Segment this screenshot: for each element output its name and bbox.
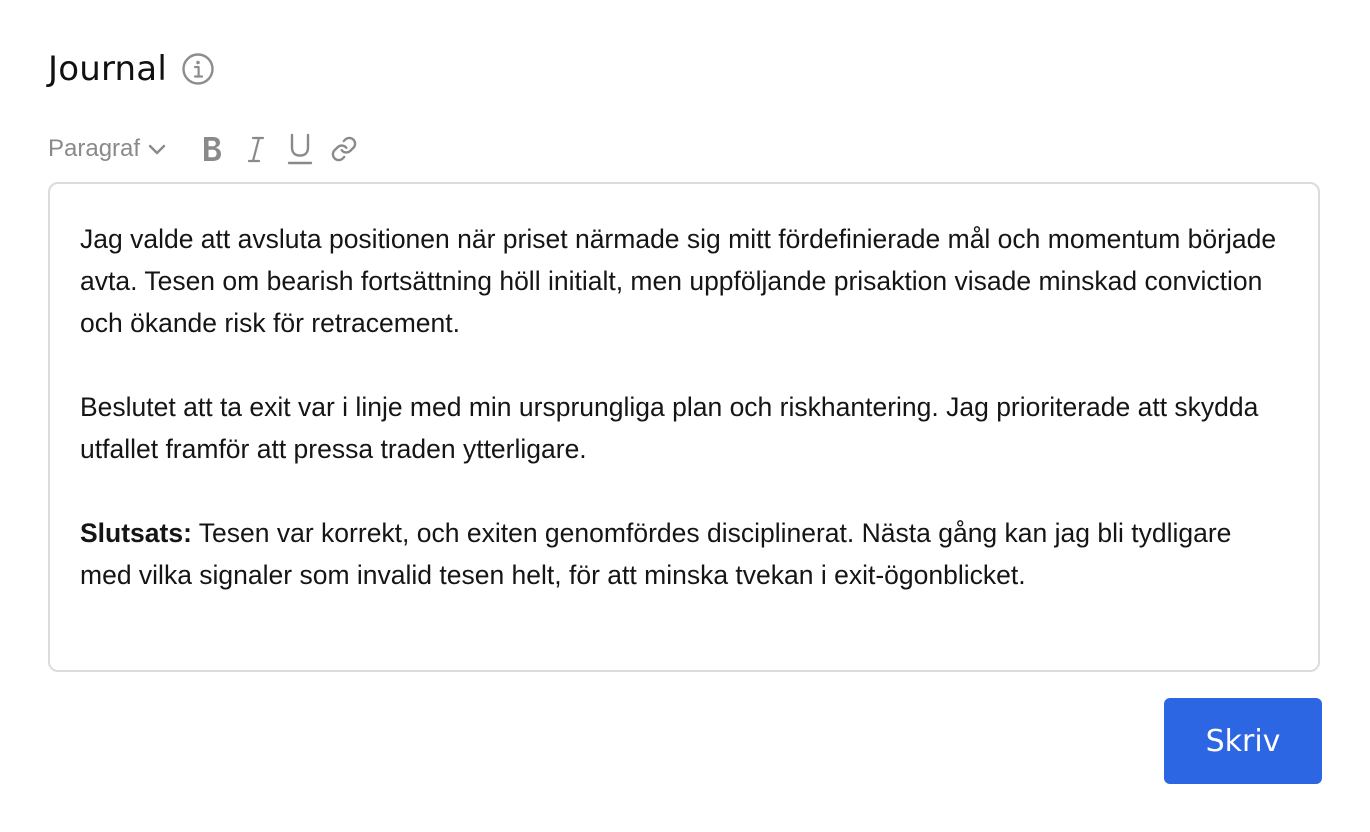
journal-header [48, 46, 215, 92]
paragraph-text: Jag valde att avsluta positionen när priset närmade sig mitt fördefinierade mål och momentum började avta. Tesen om bearish fortsättning höll initialt, men uppföljande prisaktion visade minskad conviction och ökande risk för retracement. [80, 224, 1277, 338]
paragraph-text: Beslutet att ta exit var i linje med min ursprungliga plan och riskhantering. Jag prioriterade att skydda utfallet framför att pressa traden ytterligare. [80, 392, 1259, 464]
link-button[interactable] [322, 128, 366, 170]
italic-icon [245, 134, 267, 164]
conclusion-label: Slutsats: [80, 518, 192, 548]
bold-button[interactable] [190, 128, 234, 170]
paragraph-format-label: Paragraf [48, 135, 141, 162]
underline-button[interactable] [278, 128, 322, 170]
link-icon [330, 135, 358, 163]
page-title: Journal [48, 49, 167, 89]
editor-paragraph [80, 386, 1288, 470]
italic-button[interactable] [234, 128, 278, 170]
paragraph-format-select[interactable] [48, 135, 168, 163]
editor-toolbar [48, 128, 366, 170]
editor-paragraph [80, 512, 1288, 596]
info-icon[interactable] [181, 52, 215, 86]
editor-paragraph [80, 218, 1288, 344]
submit-button[interactable]: Skriv [1164, 698, 1322, 784]
paragraph-text: Tesen var korrekt, och exiten genomfördes disciplinerat. Nästa gång kan jag bli tydligare med vilka signaler som invalid tesen helt, för att minska tvekan i exit-ögonblicket. [80, 518, 1232, 590]
journal-editor[interactable] [48, 182, 1320, 672]
underline-icon [287, 132, 313, 166]
bold-icon [199, 134, 225, 164]
chevron-down-icon [146, 138, 168, 160]
